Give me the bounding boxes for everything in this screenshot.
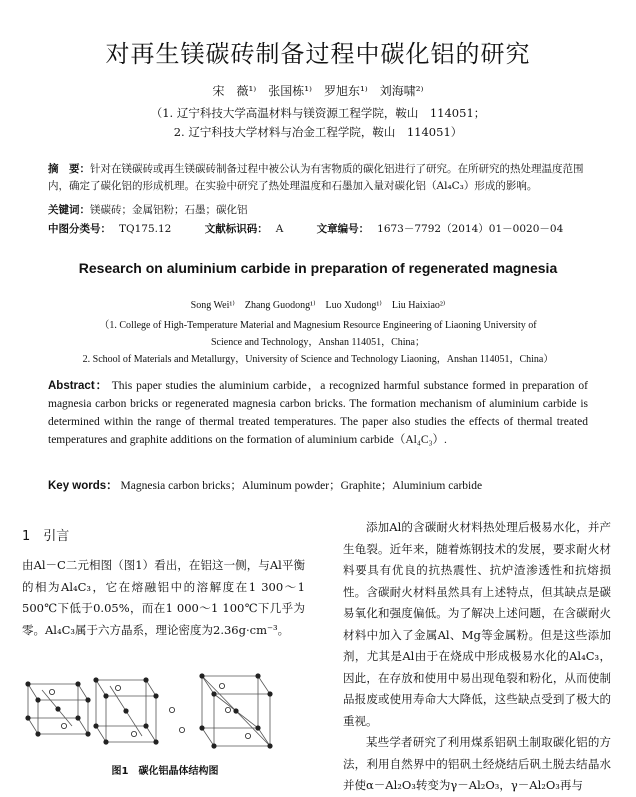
keywords-cn-label: 关键词： [48, 204, 90, 216]
paper-title-cn: 对再生镁碳砖制备过程中碳化铝的研究 [105, 40, 531, 68]
abstract-en [48, 377, 588, 449]
affiliation-en-1-cont: Science and Technology，Anshan 114051，China； [211, 337, 425, 348]
section-heading-introduction: 1 引言 [22, 529, 70, 544]
abstract-cn [48, 161, 588, 195]
affiliation-en-1: （1. College of High-Temperature Material and Magnesium Resource Engineering of Liaoning University of [99, 320, 537, 331]
clc-label: 中图分类号： [48, 223, 111, 235]
abstract-en-text: This paper studies the aluminium carbide，a recognized harmful substance formed in preparation of magnesia carbon bricks or regenerated magnesia carbon bricks. The formation mechanism of aluminium carbide is determined within the range of thermal treated temperatures. The paper also studies the effects of thermal treated temperatures and graphite additions on the formation of aluminium carbide（Al₄C₃）. [48, 380, 588, 446]
clc-value: TQ175.12 [119, 223, 172, 235]
keywords-en-text: Magnesia carbon bricks；Aluminum powder；Graphite；Aluminium carbide [120, 480, 483, 492]
figure-1-caption: 图1 碳化铝晶体结构图 [111, 766, 219, 777]
affiliation-cn-1: （1. 辽宁科技大学高温材料与镁资源工程学院，鞍山 114051； [150, 106, 486, 120]
doc-code-value: A [275, 223, 284, 235]
paper-title-en: Research on aluminium carbide in preparation of regenerated magnesia [78, 260, 558, 276]
affiliation-en-2: 2. School of Materials and Metallurgy，University of Science and Technology Liaoning，Anshan 114051，China） [82, 354, 554, 365]
keywords-cn [48, 202, 588, 219]
doc-code-label: 文献标识码： [204, 223, 268, 235]
authors-cn: 宋 薇¹⁾ 张国栋¹⁾ 罗旭东¹⁾ 刘海啸²⁾ [212, 84, 424, 98]
intro-right-paragraph-1: 添加Al的含碳耐火材料热处理后极易水化，并产生龟裂。近年来，随着炼钢技术的发展，要求耐火材料要具有优良的抗热震性、抗炉渣渗透性和抗熔损性。含碳耐火材料虽然具有上述特点，但其缺点是碳易氧化和强度偏低。为了解决上述问题，在含碳耐火材料中加入了金属Al、Mg等金属粉。但是这些添加剂，尤其是Al由于在烧成中形成极易水化的Al₄C₃，因此，在存放和使用中易出现龟裂和粉化，从而使制品报废或使用寿命大大降低，这些缺点受到了极大的重视。 [343, 520, 611, 728]
article-number-value: 1673－7792（2014）01－0020－04 [377, 223, 564, 235]
article-meta [48, 221, 571, 236]
keywords-en [48, 477, 482, 493]
keywords-en-label: Key words： [48, 480, 118, 492]
abstract-cn-label: 摘 要： [48, 163, 90, 175]
intro-right-paragraph-2: 某些学者研究了利用煤系铝矾土制取碳化铝的方法，利用自然界中的铝矾土经烧结后矾土脱去结晶水并使α－Al₂O₃转变为γ－Al₂O₃，γ－Al₂O₃再与 [343, 735, 611, 792]
authors-en: Song Wei¹⁾ Zhang Guodong¹⁾ Luo Xudong¹⁾ Liu Haixiao²⁾ [190, 300, 446, 311]
keywords-cn-text: 镁碳砖；金属铝粉；石墨；碳化铝 [90, 204, 248, 216]
figure-1-crystal-structure [22, 670, 294, 756]
intro-left-paragraph: 由Al－C二元相图（图1）看出，在铝这一侧，与Al平衡的相为Al₄C₃，它在熔融铝中的溶解度在1 300～1 500℃下低于0.05%，而在1 000～1 100℃下几乎为零。Al₄C₃属于六方晶系，理论密度为2.36g·cm⁻³。 [22, 558, 305, 637]
article-number-label: 文章编号： [316, 223, 370, 235]
abstract-en-label: Abstract： [48, 380, 109, 392]
crystal-structure-image [22, 670, 294, 756]
affiliation-cn-2: 2. 辽宁科技大学材料与冶金工程学院，鞍山 114051） [173, 125, 463, 139]
intro-right-column [343, 517, 611, 797]
abstract-cn-text: 针对在镁碳砖或再生镁碳砖制备过程中被公认为有害物质的碳化铝进行了研究。在所研究的热处理温度范围内，确定了碳化铝的形成机理。在实验中研究了热处理温度和石墨加入量对碳化铝（Al₄C₃）形成的影响。 [48, 163, 584, 192]
